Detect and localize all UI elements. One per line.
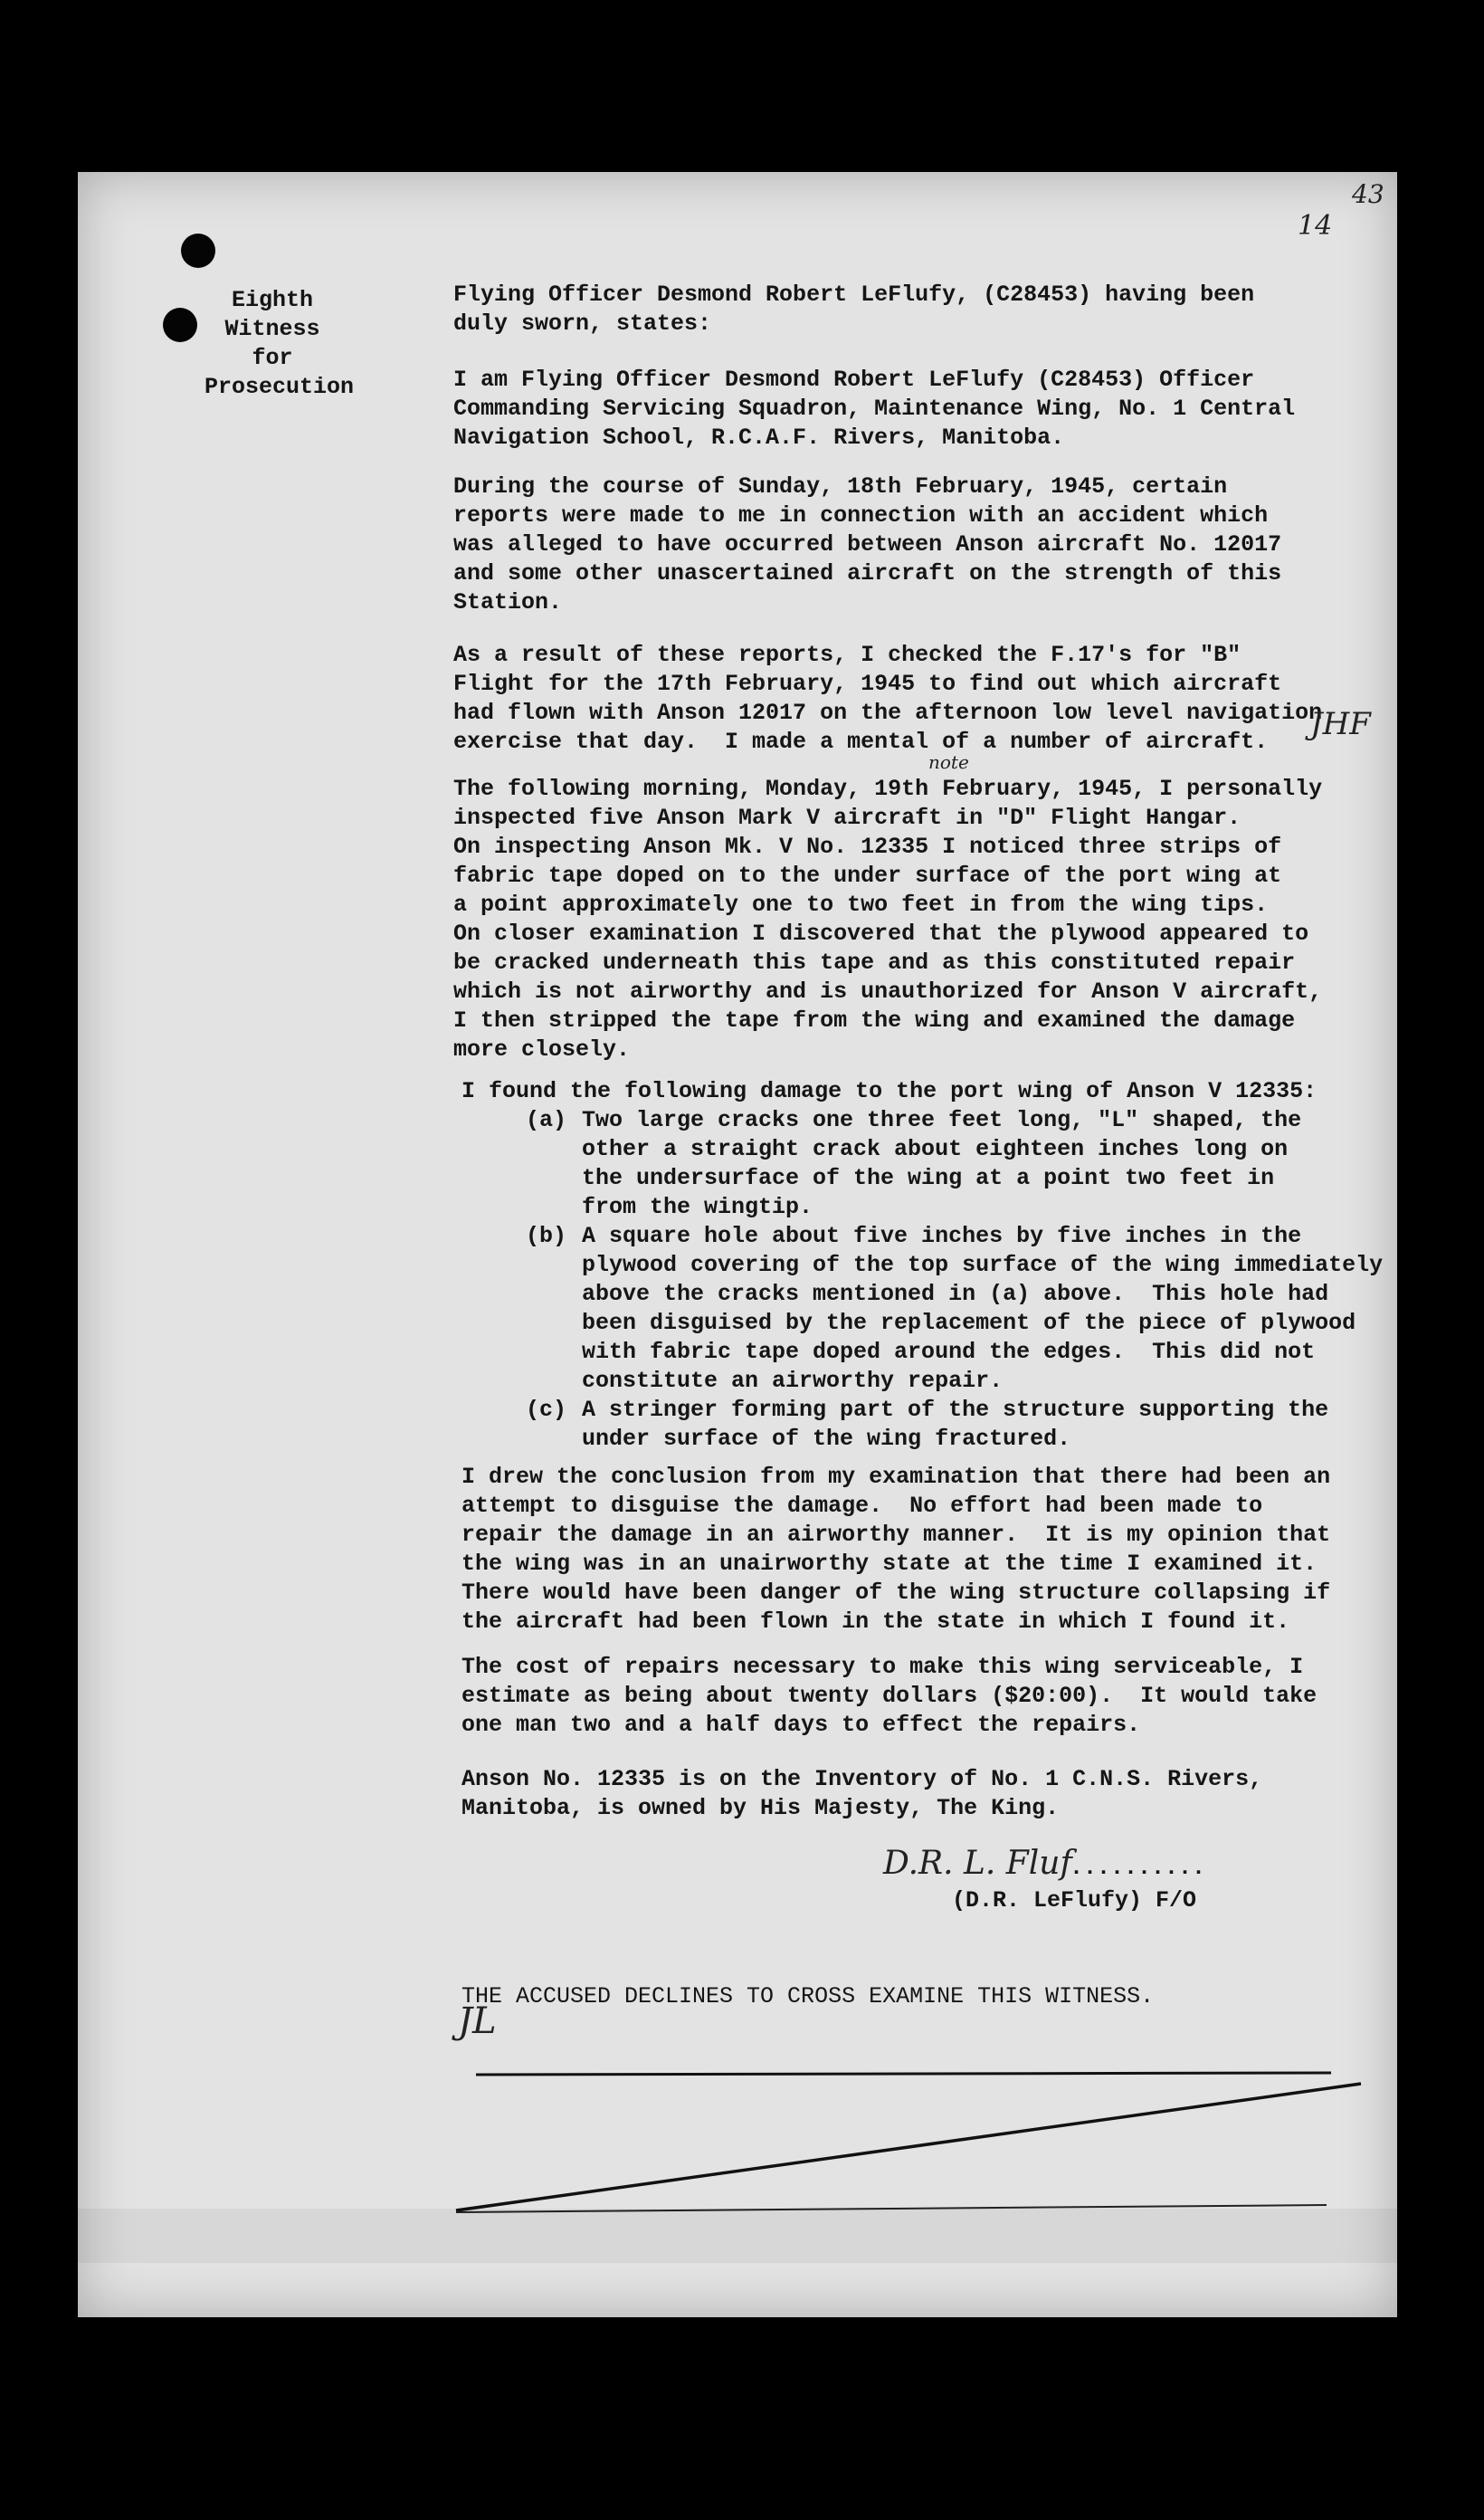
text-line: more closely.: [453, 1036, 631, 1063]
text-line: plywood covering of the top surface of the wing immediately: [582, 1252, 1384, 1278]
damage-item-label: (c): [526, 1397, 567, 1423]
text-line: I found the following damage to the port wing of Anson V 12335:: [461, 1078, 1318, 1104]
punch-hole-bottom: [163, 308, 197, 342]
damage-item-label: (a): [526, 1107, 567, 1133]
document-page: [78, 172, 1397, 2317]
text-line: On inspecting Anson Mk. V No. 12335 I noticed three strips of: [453, 834, 1282, 860]
paragraph-conclusion: [461, 1463, 1421, 1637]
text-line: During the course of Sunday, 18th February, 1945, certain: [453, 473, 1228, 500]
text-line: fabric tape doped on to the under surface of the port wing at: [453, 863, 1282, 889]
text-line: Flight for the 17th February, 1945 to find out which aircraft: [453, 671, 1282, 697]
closing-statement: THE ACCUSED DECLINES TO CROSS EXAMINE THIS WITNESS.: [461, 1983, 1155, 2009]
text-line: other a straight crack about eighteen inches long on: [582, 1136, 1289, 1162]
text-line: Anson No. 12335 is on the Inventory of No. 1 C.N.S. Rivers,: [461, 1766, 1263, 1792]
witness-side-label: [205, 286, 355, 402]
text-line: inspected five Anson Mark V aircraft in "D" Flight Hangar.: [453, 805, 1241, 831]
damage-item-label: (b): [526, 1223, 567, 1249]
text-line: The following morning, Monday, 19th February, 1945, I personally: [453, 776, 1323, 802]
text-line: from the wingtip.: [582, 1194, 813, 1220]
text-line: above the cracks mentioned in (a) above. This hole had: [582, 1281, 1329, 1307]
text-line: a point approximately one to two feet in from the wing tips.: [453, 892, 1269, 918]
diagonal-strike-line: [456, 2084, 1361, 2210]
text-line: one man two and a half days to effect the repairs.: [461, 1712, 1141, 1738]
scan-artifact-band: [78, 2209, 1397, 2263]
side-label-line: Eighth Witness: [224, 287, 320, 342]
text-line: repair the damage in an airworthy manner. It is my opinion that: [461, 1522, 1331, 1548]
text-line: exercise that day. I made a mental of a number of aircraft.: [453, 729, 1269, 755]
text-line: As a result of these reports, I checked the F.17's for "B": [453, 642, 1241, 668]
damage-item-c: [526, 1396, 1484, 1454]
text-line: had flown with Anson 12017 on the afternoon low level navigation: [453, 700, 1323, 726]
signature: D.R. L. Fluf: [883, 1845, 1072, 1882]
signature-printed-name: (D.R. LeFlufy) F/O: [952, 1887, 1197, 1914]
text-line: Manitoba, is owned by His Majesty, The King.: [461, 1795, 1060, 1821]
horizontal-strike-line: [476, 2073, 1331, 2075]
paragraph-inspection: [453, 775, 1413, 1064]
paragraph-identity: [453, 366, 1413, 453]
heading-line: Flying Officer Desmond Robert LeFlufy, (C28453) having been: [453, 282, 1255, 308]
text-line: The cost of repairs necessary to make this wing serviceable, I: [461, 1654, 1304, 1680]
text-line: Navigation School, R.C.A.F. Rivers, Manitoba.: [453, 425, 1065, 451]
text-line: attempt to disguise the damage. No effort had been made to: [461, 1493, 1263, 1519]
signature-dots: ..........: [1070, 1855, 1206, 1881]
text-line: and some other unascertained aircraft on the strength of this: [453, 560, 1282, 587]
damage-item-a: [526, 1106, 1484, 1222]
paragraph-f17-check: [453, 641, 1413, 757]
text-line: Two large cracks one three feet long, "L" shaped, the: [582, 1107, 1302, 1133]
text-line: A square hole about five inches by five inches in the: [582, 1223, 1302, 1249]
damage-item-b: [526, 1222, 1484, 1396]
signature-block: [874, 1845, 1272, 1942]
text-line: which is not airworthy and is unauthorized for Anson V aircraft,: [453, 978, 1323, 1005]
text-line: the aircraft had been flown in the state in which I found it.: [461, 1608, 1290, 1635]
text-line: constitute an airworthy repair.: [582, 1368, 1004, 1394]
text-line: A stringer forming part of the structure supporting the: [582, 1397, 1329, 1423]
text-line: I drew the conclusion from my examination that there had been an: [461, 1464, 1331, 1490]
closing-initials: JL: [458, 2000, 497, 2042]
text-line: There would have been danger of the wing structure collapsing if: [461, 1580, 1331, 1606]
side-label-line: for: [252, 345, 293, 371]
text-line: been disguised by the replacement of the piece of plywood: [582, 1310, 1356, 1336]
margin-initials: JHF: [1310, 706, 1371, 742]
text-line: Commanding Servicing Squadron, Maintenance Wing, No. 1 Central: [453, 396, 1296, 422]
text-line: estimate as being about twenty dollars ($20:00). It would take: [461, 1683, 1318, 1709]
text-line: the wing was in an unairworthy state at the time I examined it.: [461, 1551, 1318, 1577]
paragraph-reports: [453, 472, 1413, 617]
text-line: was alleged to have occurred between Anson aircraft No. 12017: [453, 531, 1282, 558]
side-label-line: Prosecution: [205, 374, 355, 400]
text-line: I then stripped the tape from the wing and examined the damage: [453, 1007, 1296, 1034]
paragraph-damage-intro: [461, 1077, 1421, 1106]
cancel-strike-lines: [78, 2019, 1397, 2236]
paragraph-repair-cost: [461, 1653, 1421, 1740]
punch-hole-top: [181, 234, 215, 268]
paragraph-inventory: [461, 1765, 1421, 1823]
text-line: I am Flying Officer Desmond Robert LeFlufy (C28453) Officer: [453, 367, 1255, 393]
folio-number: 43: [1352, 179, 1384, 209]
witness-heading: [453, 281, 1413, 339]
text-line: with fabric tape doped around the edges. This did not: [582, 1339, 1316, 1365]
text-line: under surface of the wing fractured.: [582, 1426, 1071, 1452]
text-line: be cracked underneath this tape and as this constituted repair: [453, 950, 1296, 976]
text-line: On closer examination I discovered that the plywood appeared to: [453, 921, 1309, 947]
text-line: reports were made to me in connection with an accident which: [453, 502, 1269, 529]
text-line: the undersurface of the wing at a point two feet in: [582, 1165, 1275, 1191]
heading-line: duly sworn, states:: [453, 310, 712, 337]
page-number: 14: [1298, 210, 1333, 242]
text-line: Station.: [453, 589, 563, 616]
handwritten-insert-note: note: [928, 751, 969, 773]
